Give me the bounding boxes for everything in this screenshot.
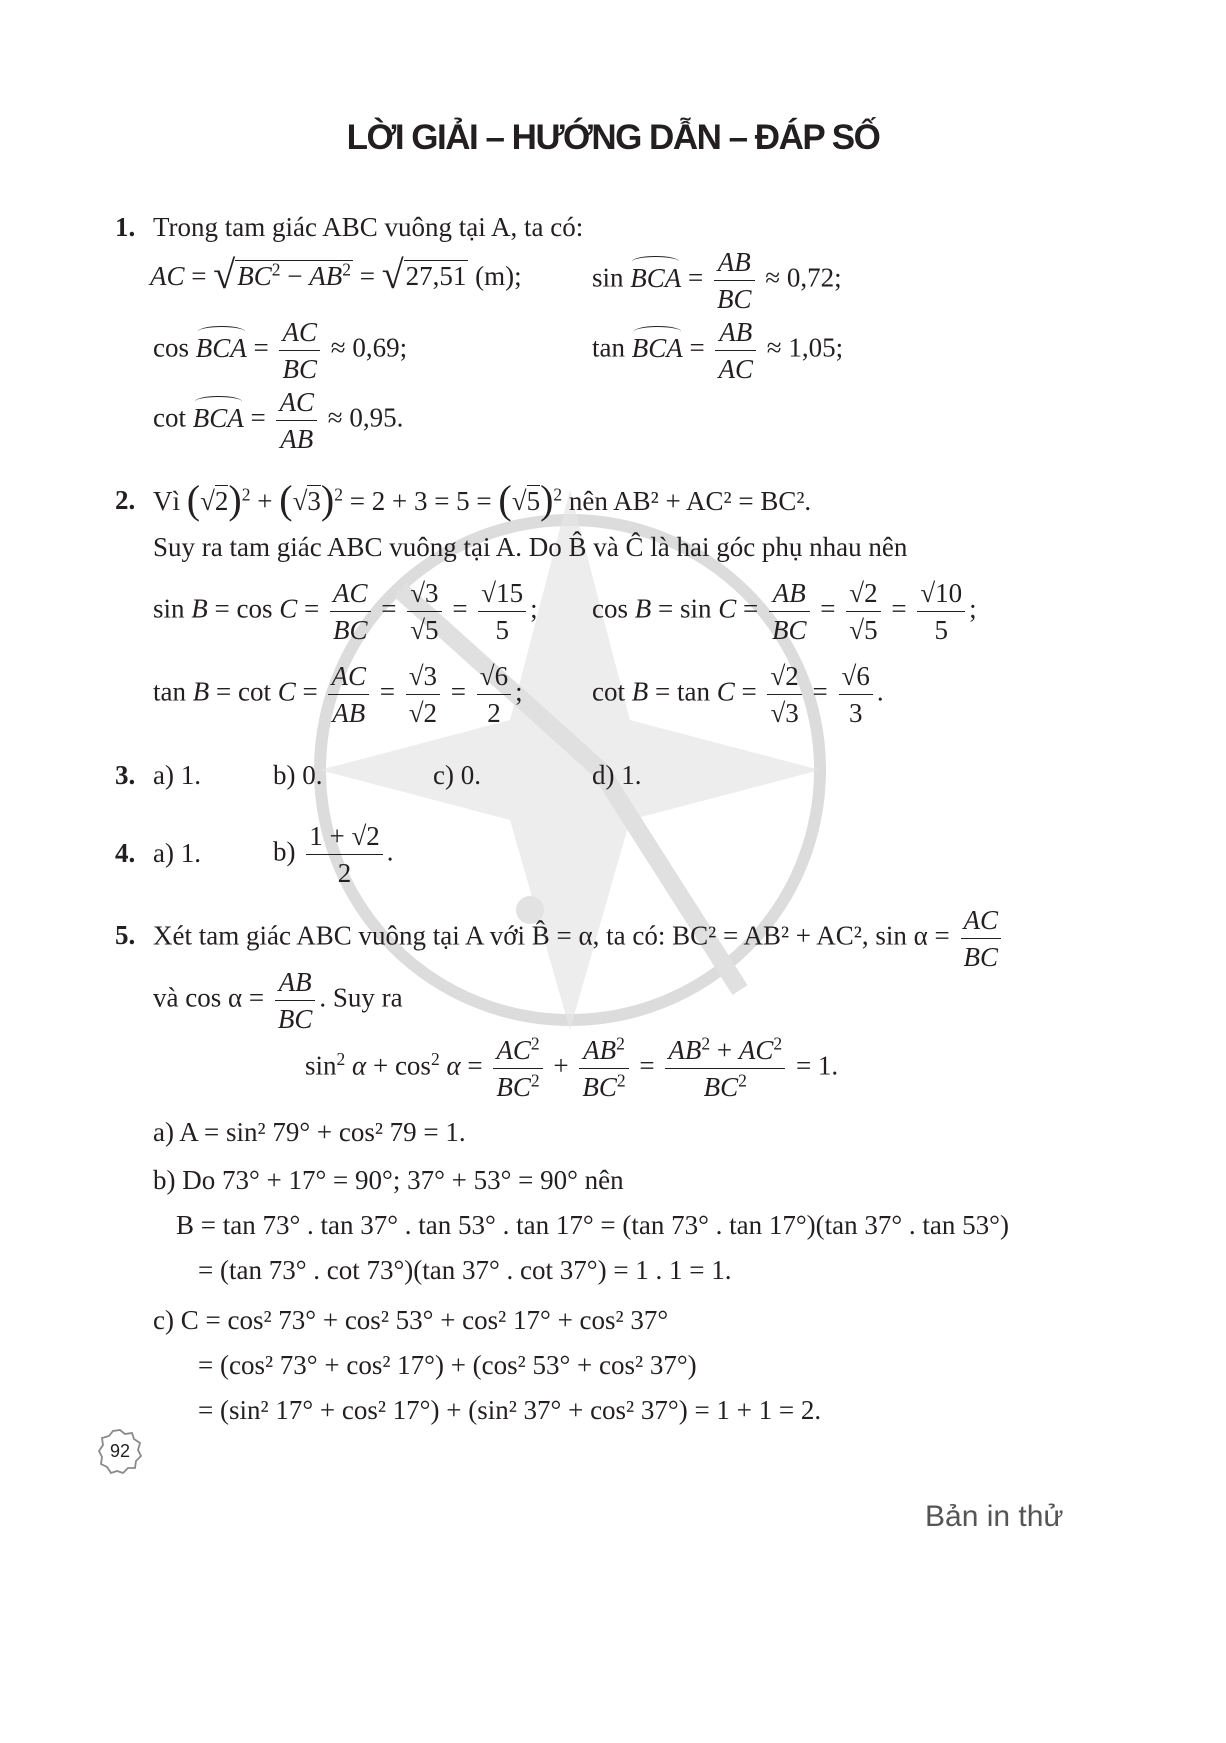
s5-part-c-line2: = (cos² 73° + cos² 17°) + (cos² 53° + cos² 37°) [198,1350,697,1380]
s3-answer-c: c) 0. [433,760,481,790]
s2-line1-tail: nên AB² + AC² = BC². [568,486,812,516]
s2-line2: Suy ra tam giác ABC vuông tại A. Do B̂ và Ĉ là hai góc phụ nhau nên [153,532,908,562]
s5-part-b-line1: b) Do 73° + 17° = 90°; 37° + 53° = 90° nên [153,1165,624,1195]
s5-part-a: a) A = sin² 79° + cos² 79 = 1. [153,1117,466,1147]
s5-part-c-line3: = (sin² 17° + cos² 17°) + (sin² 37° + cos² 37°) = 1 + 1 = 2. [198,1395,822,1425]
s4-answer-b: b) $\frac{1 + √2}{2}$ . [273,818,394,891]
s1-intro: Trong tam giác ABC vuông tại A, ta có: [153,212,584,242]
s1-ac-formula: AC = $√BC^2 - AB^2 = √27,51$ (m); [150,252,522,297]
s5-line1-text: Xét tam giác ABC vuông tại A với B̂ = α, ta có: BC² = AB² + AC², sin α = [153,920,950,951]
s5-line1: Xét tam giác ABC vuông tại A với B̂ = α, ta có: BC² = AB² + AC², sin α = $\frac{AC}{BC}$ [153,902,1005,975]
item-number-3: 3. [115,760,136,790]
page-number: 92 [109,1441,131,1461]
s2-tan-cot-formula: tan B = cot C = $\frac{AC}{AB}$ = $\frac{√3}{√2}$ = $\frac{√6}{2}$ ; [153,658,523,731]
s1-cos-formula: cos BCA = $\frac{AC}{BC}$ ≈ 0,69; [153,314,407,387]
s5-part-b-line3: = (tan 73° . cot 73°)(tan 37° . cot 37°) = 1 . 1 = 1. [198,1255,732,1285]
s1-sin-formula: sin BCA = $\frac{AB}{BC}$ ≈ 0,72; [592,244,842,317]
s1-ac-unit: (m); [475,261,522,291]
s1-cot-approx: ≈ 0,95. [327,402,404,433]
s5-line2: và cos α = $\frac{AB}{BC}$ . Suy ra [153,964,403,1037]
s1-cos-approx: ≈ 0,69; [330,332,408,363]
s2-cos-sin-formula: cos B = sin C = $\frac{AB}{BC}$ = $\frac{√2}{√5}$ = $\frac{√10}{5}$ ; [592,575,977,648]
s1-tan-approx: ≈ 1,05; [766,332,844,363]
item-number-2: 2. [115,485,136,515]
s5-identity-formula: $\sin^2 \alpha + \cos^2 \alpha$ = $\frac{AC^2}{BC^2}$ + $\frac{AB^2}{BC^2}$ = $\frac{AB^2 + AC^2}{BC^2}$ = 1. [305,1033,839,1102]
draft-label: Bản in thử [925,1500,1064,1533]
s2-sin-cos-formula: sin B = cos C = $\frac{AC}{BC}$ = $\frac{√3}{√5}$ = $\frac{√15}{5}$ ; [153,575,538,648]
item-number-1: 1. [115,212,136,242]
s3-answer-d: d) 1. [592,760,642,790]
s5-line2-head: và cos α = [153,982,265,1013]
s3-answer-b: b) 0. [273,760,323,790]
page-title: LỜI GIẢI – HƯỚNG DẪN – ĐÁP SỐ [346,118,880,157]
item-number-5: 5. [115,920,136,950]
s5-part-b-line2: B = tan 73° . tan 37° . tan 53° . tan 17° = (tan 73° . tan 17°)(tan 37° . tan 53°) [176,1210,1009,1240]
item-number-4: 4. [115,838,136,868]
s1-ac-value: 27,51 [405,261,467,291]
s4-answer-a: a) 1. [153,838,201,868]
s1-cot-formula: cot BCA = $\frac{AC}{AB}$ ≈ 0,95. [153,384,403,457]
s1-sin-approx: ≈ 0,72; [765,262,842,293]
s3-answer-a: a) 1. [153,760,201,790]
s5-part-c-line1: c) C = cos² 73° + cos² 53° + cos² 17° + cos² 37° [153,1305,669,1335]
s5-line2-tail: . Suy ra [319,982,403,1013]
s2-cot-tan-formula: cot B = tan C = $\frac{√2}{√3}$ = $\frac{√6}{3}$ . [592,658,884,731]
s2-line1: Vì $(√2)^2 + (√3)^2 = 2 + 3 = 5 = (√5)^2$ nên AB² + AC² = BC². [153,477,812,522]
s4-b-label: b) [273,836,296,867]
s1-tan-formula: tan BCA = $\frac{AB}{AC}$ ≈ 1,05; [592,314,843,387]
